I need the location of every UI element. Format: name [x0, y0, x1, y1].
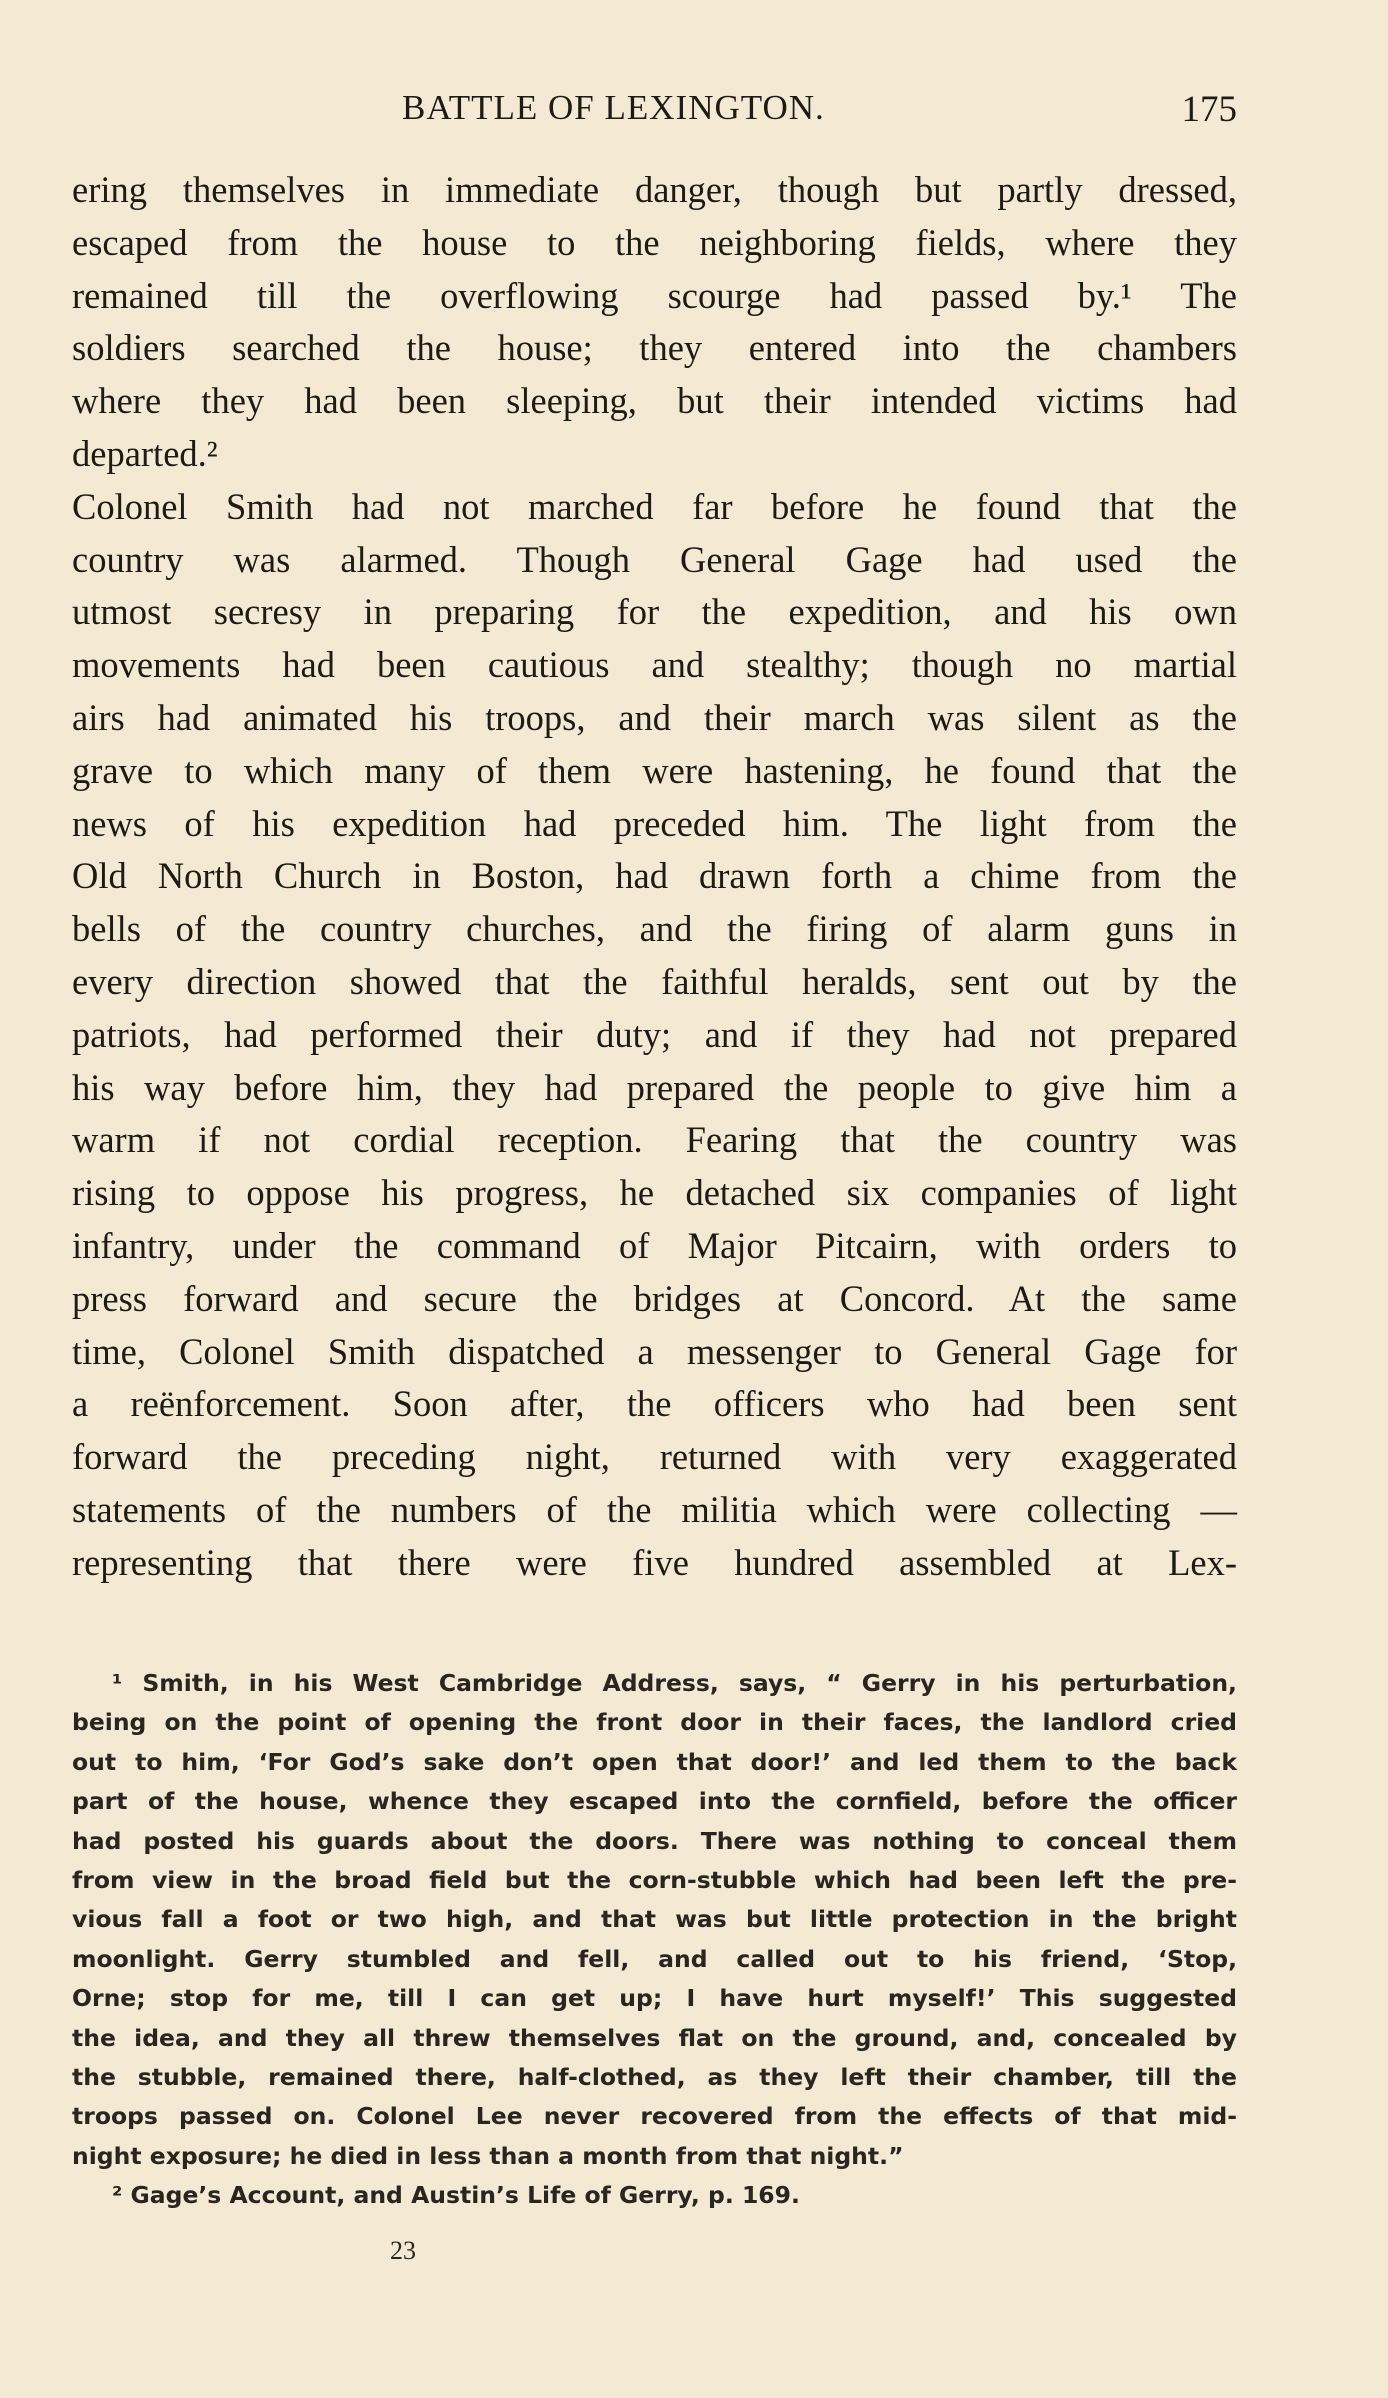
body-line: forward the preceding night, returned with very exaggerated [72, 1436, 1237, 1478]
body-line: time, Colonel Smith dispatched a messenger to General Gage for [72, 1330, 1237, 1372]
body-line: representing that there were five hundred assembled at Lex- [72, 1541, 1237, 1583]
body-text [72, 164, 1237, 1590]
body-line: Colonel Smith had not marched far before he found that the [72, 485, 1237, 527]
footnote-1-line: Orne; stop for me, till I can get up; I have hurt myself!’ This suggested [72, 1984, 1237, 2013]
footnote-2: ² Gage’s Account, and Austin’s Life of Gerry, p. 169. [112, 2181, 800, 2210]
body-line: every direction showed that the faithful heralds, sent out by the [72, 960, 1237, 1002]
body-line: bells of the country churches, and the firing of alarm guns in [72, 908, 1237, 950]
footnote-1-line: from view in the broad field but the corn-stubble which had been left the pre- [72, 1866, 1237, 1895]
footnote-1-line: had posted his guards about the doors. There was nothing to conceal them [72, 1826, 1237, 1855]
footnote-1-line: the idea, and they all threw themselves flat on the ground, and, concealed by [72, 2023, 1237, 2052]
body-line: utmost secresy in preparing for the expedition, and his own [72, 591, 1237, 633]
body-line: news of his expedition had preceded him. The light from the [72, 802, 1237, 844]
signature-mark: 23 [390, 2236, 416, 2265]
body-line: statements of the numbers of the militia which were collecting — [72, 1488, 1237, 1530]
body-line: escaped from the house to the neighboring fields, where they [72, 221, 1237, 263]
body-line: warm if not cordial reception. Fearing that the country was [72, 1119, 1237, 1161]
footnote-1-line: the stubble, remained there, half-clothed, as they left their chamber, till the [72, 2063, 1237, 2092]
page-number: 175 [1181, 89, 1237, 130]
body-line: patriots, had performed their duty; and if they had not prepared [72, 1013, 1237, 1055]
body-line: country was alarmed. Though General Gage had used the [72, 538, 1237, 580]
footnotes [72, 1664, 1237, 2216]
body-line: Old North Church in Boston, had drawn forth a chime from the [72, 855, 1237, 897]
body-line: infantry, under the command of Major Pitcairn, with orders to [72, 1224, 1237, 1266]
body-line: movements had been cautious and stealthy; though no martial [72, 644, 1237, 686]
body-line: soldiers searched the house; they entered into the chambers [72, 327, 1237, 369]
running-title: BATTLE OF LEXINGTON. [402, 88, 825, 127]
body-line: where they had been sleeping, but their intended victims had [72, 380, 1237, 422]
footnote-1-line: vious fall a foot or two high, and that was but little protection in the bright [72, 1905, 1237, 1934]
body-line: a reënforcement. Soon after, the officers who had been sent [72, 1383, 1237, 1425]
footnote-1-line: moonlight. Gerry stumbled and fell, and called out to his friend, ‘Stop, [72, 1944, 1237, 1973]
footnote-1-line: ¹ Smith, in his West Cambridge Address, says, “ Gerry in his perturbation, [112, 1669, 1237, 1697]
footnote-1-line: out to him, ‘For God’s sake don’t open that door!’ and led them to the back [72, 1747, 1237, 1776]
footnote-1-line: being on the point of opening the front door in their faces, the landlord cried [72, 1708, 1237, 1737]
footnote-1-line: part of the house, whence they escaped into the cornfield, before the officer [72, 1787, 1237, 1816]
body-line: ering themselves in immediate danger, though but partly dressed, [72, 169, 1237, 210]
body-line: airs had animated his troops, and their march was silent as the [72, 696, 1237, 738]
body-line: grave to which many of them were hastening, he found that the [72, 749, 1237, 791]
body-line: his way before him, they had prepared the people to give him a [72, 1066, 1237, 1108]
body-line: press forward and secure the bridges at Concord. At the same [72, 1277, 1237, 1319]
body-line: remained till the overflowing scourge had passed by.¹ The [72, 274, 1237, 316]
footnote-1-line: night exposure; he died in less than a month from that night.” [72, 2141, 904, 2170]
footnote-1-line: troops passed on. Colonel Lee never recovered from the effects of that mid- [72, 2102, 1237, 2131]
body-line: departed.² [72, 432, 218, 474]
body-line: rising to oppose his progress, he detached six companies of light [72, 1172, 1237, 1214]
